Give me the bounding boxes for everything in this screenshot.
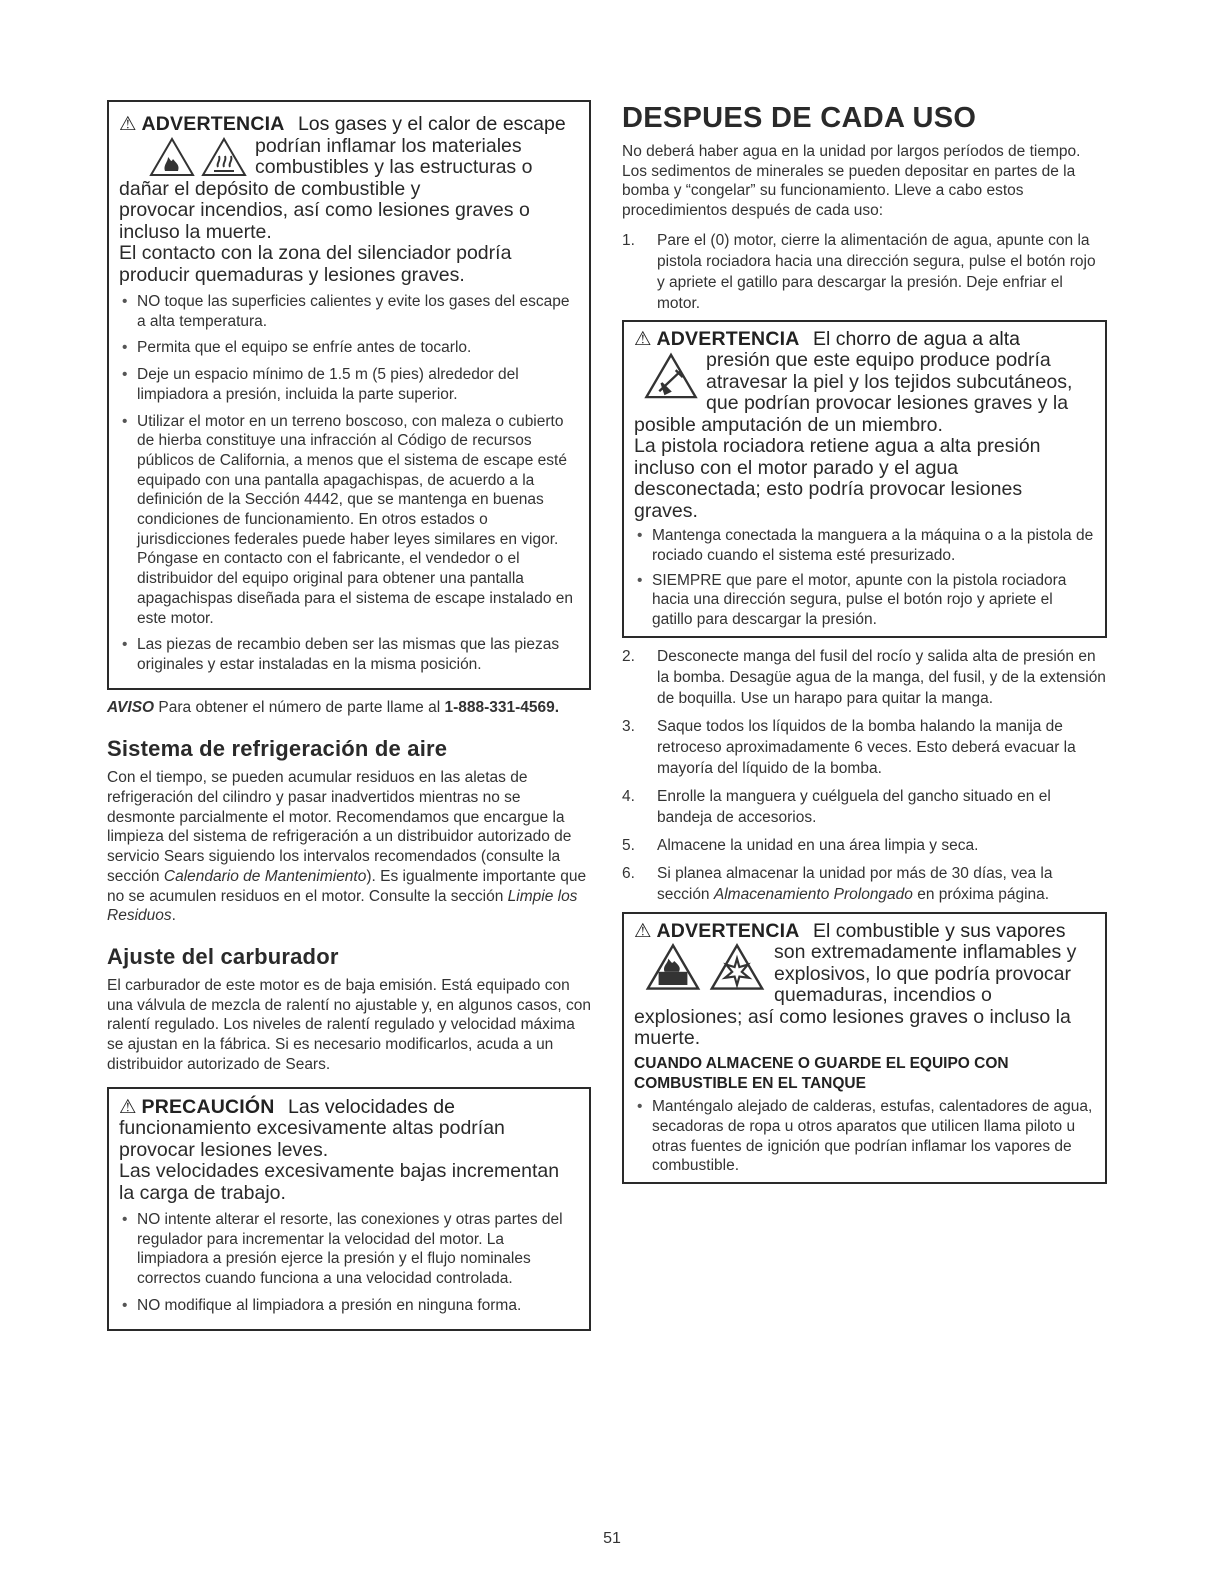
warning-box-water-jet [622, 320, 1107, 638]
step-text: Saque todos los líquidos de la bomba halando la manija de retroceso aproximadamente 6 veces. Esto deberá evacuar la mayoría del líquido de la bomba. [657, 717, 1076, 777]
step-text: Enrolle la manguera y cuélguela del gancho situado en el bandeja de accesorios. [657, 787, 1051, 826]
warning-signal-word: ADVERTENCIA [656, 327, 800, 350]
alert-triangle-icon: ⚠ [119, 1095, 137, 1118]
step-number: 2. [622, 647, 635, 665]
bullet-item: • Utilizar el motor en un terreno boscoso, con maleza o cubierto de hierba constituye una infracción al Código de recursos públicos de California, a menos que el sistema de escape esté equipado con una pantalla apagachispas, de acuerdo a la definición de la Sección 4442, que se mantenga en buenas condiciones de funcionamiento. En otros estados o jurisdicciones federales puede haber leyes similares en vigor. Póngase en contacto con el fabricante, el vendedor o el distribuidor del equipo original para obtener una pantalla apagachispas diseñada para el sistema de escape instalado en este motor. [119, 412, 579, 629]
right-column [622, 100, 1107, 1184]
carburetor-section-text: El carburador de este motor es de baja emisión. Está equipado con una válvula de mezcla de ralentí no ajustable y, en algunos casos, con ralentí regulado. Los niveles de ralentí regulado y velocidad máxima se ajustan en la fábrica. Si es necesario modificarlos, acuda a un distribuidor autorizado de Sears. [107, 976, 591, 1073]
caution-text: provocar lesiones leves. [119, 1138, 329, 1161]
cooling-section-text [107, 768, 591, 926]
cooling-reference: Calendario de Mantenimiento [163, 867, 367, 885]
warning-text: Los gases y el calor de escape [297, 113, 566, 135]
bullet-item: • Las piezas de recambio deben ser las mismas que las piezas originales y estar instaladas en la misma posición. [119, 635, 579, 674]
caution-heading [119, 1097, 579, 1119]
step-text: Desconecte manga del fusil del rocío y salida alta de presión en la bomba. Desagüe agua de la manga, del fusil, y de la extensión de boquilla. Use un harapo para quitar la manga. [657, 647, 1106, 707]
step-reference: Almacenamiento Prolongado [713, 885, 913, 903]
caution-box [107, 1087, 591, 1331]
warning-text: graves. [634, 499, 698, 522]
caution-text: funcionamiento excesivamente altas podrían [119, 1117, 505, 1139]
warning-text: El combustible y sus vapores [812, 919, 1066, 942]
step-item [622, 835, 1107, 856]
caution-bullets [119, 1210, 579, 1316]
storage-caution-caps: CUANDO ALMACENE O GUARDE EL EQUIPO CON COMBUSTIBLE EN EL TANQUE [634, 1054, 1009, 1092]
warning-text: incluso con el motor parado y el agua [634, 456, 959, 479]
aviso-label: AVISO [107, 698, 155, 716]
warning-box-fuel [622, 912, 1107, 1184]
warning-text: La pistola rociadora retiene agua a alta presión [634, 435, 1041, 458]
warning-bullets [634, 1097, 1095, 1176]
warning-heading [119, 114, 579, 136]
warning-text: explosivos, lo que podría provocar [774, 962, 1072, 985]
step-number: 6. [622, 864, 635, 882]
step-item [622, 786, 1107, 828]
cooling-text: ). Es igualmente importante que no se acumulen residuos en el motor. Consulte la sección [107, 867, 587, 905]
hot-surface-icon [201, 137, 247, 177]
caution-text: Las velocidades de [288, 1095, 455, 1118]
injection-hazard-icon [644, 351, 698, 401]
alert-triangle-icon: ⚠ [119, 113, 137, 135]
cooling-section-title: Sistema de refrigeración de aire [107, 736, 448, 762]
warning-signal-word: ADVERTENCIA [656, 919, 800, 942]
aviso-phone: 1-888-331-4569. [444, 698, 560, 716]
step-number: 5. [622, 836, 635, 854]
bullet-item: • Permita que el equipo se enfríe antes de tocarlo. [119, 338, 579, 358]
hazard-icons [149, 137, 247, 177]
step-text: Almacene la unidad en una área limpia y seca. [657, 836, 979, 854]
steps-list [622, 646, 1107, 905]
alert-triangle-icon: ⚠ [634, 327, 652, 350]
bullet-item: • Manténgalo alejado de calderas, estufas, calentadores de agua, secadoras de ropa u otros aparatos que utilicen llama piloto u otras fuentes de ignición que podrían inflamar los vapores de combustible. [634, 1097, 1095, 1176]
warning-text: que podrían provocar lesiones graves y la [706, 392, 1069, 415]
step-item [622, 230, 1107, 314]
warning-text: dañar el depósito de combustible y [119, 177, 421, 200]
bullet-item: • Mantenga conectada la manguera a la máquina o a la pistola de rociado cuando el sistema esté presurizado. [634, 526, 1095, 565]
warning-text: El chorro de agua a alta [812, 327, 1021, 350]
fire-hazard-icon [644, 943, 702, 991]
warning-text: combustibles y las estructuras o [255, 156, 533, 178]
step-item [622, 863, 1107, 905]
carburetor-section-title: Ajuste del carburador [107, 943, 339, 969]
warning-text: El contacto con la zona del silenciador podría [119, 242, 512, 264]
warning-bullets [634, 526, 1095, 630]
step-item [622, 716, 1107, 779]
fire-hazard-icon [149, 137, 195, 177]
warning-heading [634, 329, 1095, 351]
warning-text: atravesar la piel y los tejidos subcutáneos, [706, 370, 1073, 393]
warning-text: posible amputación de un miembro. [634, 413, 943, 436]
page-number: 51 [603, 1530, 621, 1547]
step-text: en próxima página. [917, 885, 1050, 903]
warning-bullets [119, 292, 579, 675]
explosion-hazard-icon [708, 943, 766, 991]
warning-text: incluso la muerte. [119, 220, 272, 243]
intro-text: No deberá haber agua en la unidad por largos períodos de tiempo. Los sedimentos de minerales se pueden depositar en partes de la bomba y “congelar” su funcionamiento. Lleve a cabo estos procedimientos después de cada uso: [622, 143, 1081, 220]
left-column [107, 100, 591, 1331]
page-title: DESPUES DE CADA USO [622, 102, 977, 134]
hazard-icons [644, 943, 766, 991]
warning-box-exhaust [107, 100, 591, 690]
warning-text: podrían inflamar los materiales [255, 134, 522, 157]
warning-text: producir quemaduras y lesiones graves. [119, 263, 465, 286]
bullet-item: • NO intente alterar el resorte, las conexiones y otras partes del regulador para incrementar la velocidad del motor. La limpiadora a presión ejerce la presión y el flujo nominales correctos cuando funciona a una velocidad controlada. [119, 1210, 579, 1289]
caution-signal-word: PRECAUCIÓN [141, 1095, 275, 1118]
warning-text: desconectada; esto podría provocar lesiones [634, 478, 1023, 501]
warning-text: presión que este equipo produce podría [706, 349, 1051, 372]
warning-text: explosiones; así como lesiones graves o incluso la [634, 1005, 1071, 1028]
bullet-item: • SIEMPRE que pare el motor, apunte con la pistola rociadora hacia una dirección segura, pulse el botón rojo y apriete el gatillo para descargar la presión. [634, 571, 1095, 630]
cooling-text: Con el tiempo, se pueden acumular residuos en las aletas de refrigeración del cilindro y pasar inadvertidos mientras no se desmonte parcialmente el motor. Recomendamos que encargue la limpieza del sistema de refrigeración a un distribuidor autorizado de servicio Sears siguiendo los intervalos recomendados (consulte la sección [107, 769, 572, 885]
bullet-item: • Deje un espacio mínimo de 1.5 m (5 pies) alrededor del limpiadora a presión, incluida la parte superior. [119, 365, 579, 404]
hazard-icons [644, 351, 698, 401]
step-number: 1. [622, 231, 635, 249]
cooling-reference: Limpie los Residuos [107, 887, 578, 925]
step-text: Si planea almacenar la unidad por más de 30 días, vea la sección [657, 864, 1053, 903]
steps-list [622, 230, 1107, 314]
step-item [622, 646, 1107, 709]
caution-text: Las velocidades excesivamente bajas incrementan [119, 1160, 560, 1182]
aviso-text: Para obtener el número de parte llame al [158, 698, 441, 716]
warning-text: son extremadamente inflamables y [774, 941, 1077, 964]
caution-text: la carga de trabajo. [119, 1181, 286, 1204]
warning-text: quemaduras, incendios o [774, 984, 992, 1007]
step-number: 3. [622, 717, 635, 735]
cooling-text: . [171, 907, 176, 925]
warning-text: provocar incendios, así como lesiones graves o [119, 199, 530, 221]
step-text: Pare el (0) motor, cierre la alimentación de agua, apunte con la pistola rociadora hacia una dirección segura, pulse el botón rojo y apriete el gatillo para descargar la presión. Deje enfriar el motor. [657, 231, 1096, 312]
bullet-item: • NO modifique al limpiadora a presión en ninguna forma. [119, 1296, 579, 1316]
warning-heading [634, 921, 1095, 943]
warning-signal-word: ADVERTENCIA [141, 113, 285, 135]
alert-triangle-icon: ⚠ [634, 919, 652, 942]
step-number: 4. [622, 787, 635, 805]
bullet-item: • NO toque las superficies calientes y evite los gases del escape a alta temperatura. [119, 292, 579, 331]
aviso-note [107, 698, 591, 718]
warning-text: muerte. [634, 1027, 701, 1050]
